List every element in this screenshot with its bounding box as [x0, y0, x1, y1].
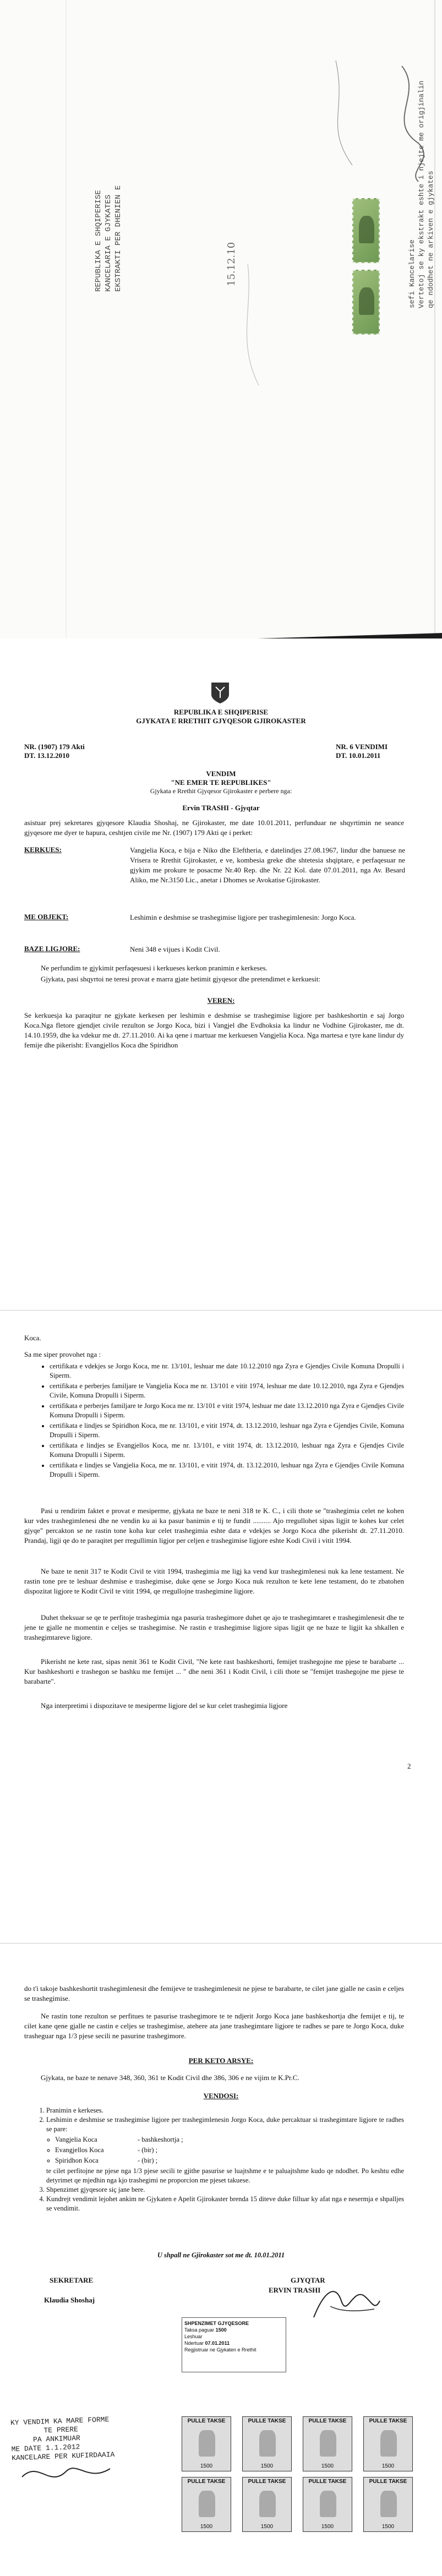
tax-stamp-emblem [259, 2430, 276, 2457]
list-item: • certifikata e perberjes familjare te Vangjelia Koca me nr. 13/101 e vitit 1974, leshuar me date 10.12.2010, nga Zyra e Gjendjes Civile, Komuna Dropulli i Siperm. [50, 1382, 404, 1400]
page-number: 2 [407, 1762, 411, 1770]
list-item: • certifikata e vdekjes se Jorgo Koca, me nr. 13/101, leshuar me date 10.12.2010 nga Zyra e Gjendjes Civile Komuna Dropulli i Siperm. [50, 1362, 404, 1380]
tax-stamp-emblem [380, 2491, 397, 2517]
list-item: 2. Leshimin e deshmise se trashegimise ligjore per trashegimlenesin Jorgo Koca, duke percaktuar si trashegimtare ligjore te radhes se pare: ◦ Vangjelia Koca - bashkeshortja ; ◦ Evangjellos Koca - (bir) ; ◦ Spiridhon Koca - (bir) ; te cilet perfitojne ne pjese nga 1/3 pjese secili te gjithe pasurise se luajtshme e te paluajtshme kudo qe ndodhet. Po keshtu edhe detyrimet qe mjedhin nga kjo trashegimi ne proporcion me pjeset takuese. [46, 2115, 404, 2185]
secretary-label: SEKRETARE [50, 2276, 94, 2284]
case-number: NR. (1907) 179 Akti [24, 743, 85, 751]
judge-label: GJYQTAR [291, 2276, 325, 2284]
judge-signature [308, 2279, 385, 2328]
tax-stamp-label: PULLE TAKSE [248, 2418, 286, 2424]
vertical-line: Vertetoj se ky ekstrakt eshte i njejte me origjinalin [417, 80, 425, 308]
tax-stamp [303, 2477, 352, 2532]
paragraph: Pasi u rendirim faktet e provat e mesiperme, gjykata ne baze te neni 318 te K. C., i cili thote se "trashegimia celet ne kohen kur vdes trashegimlenesi dhe ne vendin ku ai ka pasur banimin e tij te fundit .......... Ajo rregullohet sipas ligjit te kohes kur celet gjyqe" percakton se ne rastin tone koha kur celet trashegimia eshte data e vdekjes se Jorgo Koca dhe pikerisht dt. 27.11.2010. Prandaj, ligji qe do te paraqitet per rregullimin ligjor per celjen e trashegimise ligjore eshte Kodi Civil i vitit 1994. [24, 1507, 404, 1544]
veren-label: VEREN: [207, 996, 235, 1005]
tax-stamp-value: 1500 [200, 2463, 213, 2469]
baza-text: Neni 348 e vijues i Kodit Civil. [130, 945, 220, 953]
heir-item: ◦ Evangjellos Koca - (bir) ; [55, 2146, 404, 2155]
objekt-label: ME OBJEKT: [24, 913, 69, 921]
tax-stamp-value: 1500 [260, 2463, 274, 2469]
paragraph: Se kerkuesja ka paraqitur ne gjykate kerkesen per leshimin e deshmise se trashegimise ligjore per bashkeshortin e saj Jorgo Koca.Nga fletore gjendjet civile rezulton se Jorgo Koca, bizi i Vangjel dhe Evdhoksia ka lindur ne Vodhine Gjirokaster, me dt. 14.10.1959, dhe ka vdekur me dt. 27.11.2010. Ai ka qene i martuar me kerkuesen Vangjelia Koca. Nga martesa e tyre kane lindur dy femije dhe pikerisht: Evangjellos Koca dhe Spiridhon [24, 1011, 404, 1049]
tax-stamp-label: PULLE TAKSE [308, 2418, 347, 2424]
list-item: • certifikata e perberjes familjare te Jorgo Koca me nr. 13/101 e vitit 1974, leshuar me date 13.12.2010 nga Zyra e Gjendjes Civile Komuna Dropulli i Siperm. [50, 1401, 404, 1420]
court-heading: GJYKATA E RRETHIT GJYQESOR GJIROKASTER [136, 717, 306, 725]
document-subtitle: "NE EMER TE REPUBLIKES" [171, 778, 271, 787]
vertical-line: REPUBLIKA E SHQIPERISE [94, 190, 103, 292]
vertical-line: sefi Kancelarise [408, 239, 416, 308]
paragraph: Pikerisht ne kete rast, sipas nenit 361 te Kodit Civil, "Ne kete rast bashkeshorti, femijet trashegojne me pjese te barabarte ... Kur bashkeshorti e trashegon se bashku me femijet ... " dhe neni 361 i Kodit Civil, i cili thote se "femijet trashegojne me pjese te barabarte". [24, 1657, 404, 1685]
page-2 [0, 638, 442, 1310]
tax-stamp-label: PULLE TAKSE [187, 2479, 226, 2485]
tax-stamp-emblem [199, 2430, 215, 2457]
tax-stamp [363, 2416, 413, 2471]
tax-stamp [242, 2477, 292, 2532]
tax-stamp [242, 2416, 292, 2471]
list-item: 4. Kundrejt vendimit lejohet ankim ne Gjykaten e Apelit Gjirokaster brenda 15 diteve duke filluar ky afat nga e nesermja e shpalljes se vendimit. [46, 2195, 404, 2213]
paragraph: Duhet theksuar se qe te perfitoje trashegimia nga pasuria trashegimore duhet qe ajo te trashegimtaret e trashegimlenesit dhe te jene te gjalle ne momentin e celjes se trashegimise. Ne rastin e trashegimise ligjore sipas ligjit qe ne baze te ligjit ka shkallen e trashegimtareve ligjore. [24, 1613, 404, 1641]
heir-item: ◦ Spiridhon Koca - (bir) ; [55, 2156, 404, 2165]
intro-paragraph: asistuar prej sekretares gjyqesore Klaudia Shoshaj, ne Gjirokaster, me date 10.01.2011, perfunduar ne shqyrtimin ne seance gjyqesore me dyer te hapura, ceshtjen civile me Nr. (1907) 179 Akti qe i perket: [24, 818, 404, 837]
finality-stamp: KY VENDIM KA MARE FORME TE PRERE PA ANKIMUAR ME DATE 1.1.2012 KANCELARE PER KUFIRDAAIA [10, 2415, 115, 2463]
vertical-text-block-right [407, 81, 435, 308]
republic-heading: REPUBLIKA E SHQIPERISE [173, 708, 269, 716]
tax-stamp-label: PULLE TAKSE [248, 2479, 286, 2485]
list-item: 3. Shpenzimet gjyqesore siç jane bere. [46, 2185, 404, 2195]
decision-date: DT. 10.01.2011 [336, 751, 381, 760]
document-title: VENDIM [206, 769, 236, 778]
tax-stamp-value: 1500 [321, 2463, 334, 2469]
judge-line: Ervin TRASHI - Gjyqtar [182, 804, 260, 812]
tax-stamp-value: 1500 [200, 2524, 213, 2530]
tax-stamp-label: PULLE TAKSE [369, 2418, 407, 2424]
stamp-green [352, 270, 380, 335]
baza-label: BAZE LIGJORE: [24, 945, 80, 953]
paragraph: Ne perfundim te gjykimit perfaqesuesi i kerkueses kerkon pranimin e kerkeses. [41, 964, 268, 972]
objekt-text: Leshimin e deshmise se trashegimise ligjore per trashegimlenesin: Jorgo Koca. [130, 913, 356, 921]
tax-stamp [182, 2416, 231, 2471]
list-item: • certifikata e lindjes se Vangjelia Koca, me nr. 13/101, e vitit 1974, dt. 13.12.2010, leshuar nga Zyra e Gjendjes Civile Komuna Dropulli i Siperm. [50, 1461, 404, 1480]
tax-stamp-value: 1500 [321, 2524, 334, 2530]
judge-name: ERVIN TRASHI [269, 2286, 321, 2294]
paragraph: do t'i takoje bashkeshortit trashegimlenesit dhe femijeve te trashegimlenesit ne pjese te barabarte, te cilet jane gjalle ne casin e celjes se trashegimise. [24, 1984, 404, 2002]
paragraph: Ne rastin tone rezulton se perfitues te pasurise trashegimore te te ndjerit Jorgo Koca jane bashkeshortja dhe femijet e tij, te cilet kane qene gjalle ne castin e celjes se trashegimise, atehere ata jane trashegimtare ligjore te radhes se pare te Jorgo Koca, duke trasheguar nga 1/3 pjese secili ne pasurine trashegimore. [24, 2012, 404, 2040]
evidence-intro: Sa me siper provohet nga : [24, 1350, 101, 1358]
list-item: 1. Pranimin e kerkeses. [46, 2106, 404, 2115]
per-keto-arsye-label: PER KETO ARSYE: [188, 2056, 254, 2065]
decision-number: NR. 6 VENDIMI [336, 743, 388, 751]
tax-stamp-label: PULLE TAKSE [187, 2418, 226, 2424]
tax-stamp-emblem [380, 2430, 397, 2457]
albanian-emblem-icon [209, 680, 231, 705]
kerkues-text: Vangjelia Koca, e bija e Niko dhe Eleftheria, e datelindjes 27.08.1967, lindur dhe banuese ne Vrisera te Rrethit Gjirokaster, e ve, kombesia greke dhe shtetesia shqiptare, e perfaqesuar ne gjykim me prokure te posacme Nr.40 Rep. dhe Nr. 22 Kol. date 07.01.2011, nga Av. Besard Aliko, me Nr.3150 Lic., anetar i Dhomes se Avokatise Gjirokaster. [130, 846, 405, 884]
evidence-list [41, 1362, 404, 1481]
handwritten-note: 15.12.10 [226, 242, 237, 286]
paragraph: Gjykata, pasi shqyrtoi ne teresi provat e marra gjate hetimit gjyqesor dhe pretendimet e kerkuesit: [41, 975, 320, 983]
tax-stamp-emblem [320, 2430, 336, 2457]
vertical-line: KANCELARIA E GJYKATES [104, 194, 113, 292]
tax-stamp-emblem [199, 2491, 215, 2517]
page-1 [0, 0, 442, 638]
announcement: U shpall ne Gjirokaster sot me dt. 10.01.2011 [157, 2251, 285, 2259]
paragraph: Ne baze te nenit 317 te Kodit Civil te vitit 1994, trashegimia me ligj ka vend kur trashegimlenesi nuk ka lene testament. Ne rastin tone pre te leshuar deshmise e trashegimise, duke qene se Jorgo Koca nuk rezulton te kete lene testament, do te zbatohen dispozitat ligjore te Kodit Civil te vitit 1994, qe rregullojne trashegimine ligjore. [24, 1567, 404, 1595]
page-start-word: Koca. [24, 1334, 41, 1342]
court-composition: Gjykata e Rrethit Gjyqesor Gjirokaster e perbere nga: [150, 787, 292, 795]
list-item: • certifikata e lindjes se Evangjellos Koca, me nr. 13/101, e vitit 1974, dt. 13.12.2010, leshuar nga Zyra e Gjendjes Civile Komuna Dropulli i Siperm. [50, 1441, 404, 1460]
tax-stamp-emblem [259, 2491, 276, 2517]
tax-stamp [363, 2477, 413, 2532]
list-item: • certifikata e lindjes se Spiridhon Koca, me nr. 13/101, e vitit 1974, dt. 13.12.2010, leshuar nga Zyra e Gjendjes Civile, Komuna Dropulli i Siperm. [50, 1421, 404, 1440]
tax-stamp [182, 2477, 231, 2532]
case-date: DT. 13.12.2010 [24, 751, 70, 760]
vertical-line: EKSTRAKTI PER DHENIEN E [114, 185, 123, 292]
kerkues-label: KERKUES: [24, 845, 62, 854]
vendosi-label: VENDOSI: [203, 2092, 239, 2100]
secretary-name: Klaudia Shoshaj [44, 2296, 95, 2304]
tax-stamp-emblem [320, 2491, 336, 2517]
stamp-green [352, 198, 380, 263]
paragraph: Nga interpretimi i dispozitave te mesiperme ligjore del se kur celet trashegimia ligjore [41, 1701, 288, 1710]
page-3 [0, 1310, 442, 1943]
tax-stamp-value: 1500 [381, 2524, 395, 2530]
legal-basis: Gjykata, ne baze te nenave 348, 360, 361 te Kodit Civil dhe 386, 306 e ne vijim te K.Pr.C. [41, 2073, 299, 2082]
vertical-text-block-left [94, 185, 123, 292]
court-fee-stamp: SHPENZIMET GJYQESORE Taksa paguar 1500 Leshuar Ndertuar 07.01.2011 Regjistruar ne Gjykaten e Rrethit [182, 2317, 286, 2372]
signature [17, 2455, 127, 2493]
tax-stamp-label: PULLE TAKSE [308, 2479, 347, 2485]
tax-stamp [303, 2416, 352, 2471]
tax-stamp-value: 1500 [381, 2463, 395, 2469]
vertical-line: qe ndodhet ne arkiven e gjykates [427, 171, 435, 308]
tax-stamp-value: 1500 [260, 2524, 274, 2530]
heir-item: ◦ Vangjelia Koca - bashkeshortja ; [55, 2135, 404, 2144]
tax-stamp-label: PULLE TAKSE [369, 2479, 407, 2485]
page-4 [0, 1943, 442, 2576]
heir-list [46, 2135, 404, 2165]
decision-list [35, 2106, 404, 2213]
